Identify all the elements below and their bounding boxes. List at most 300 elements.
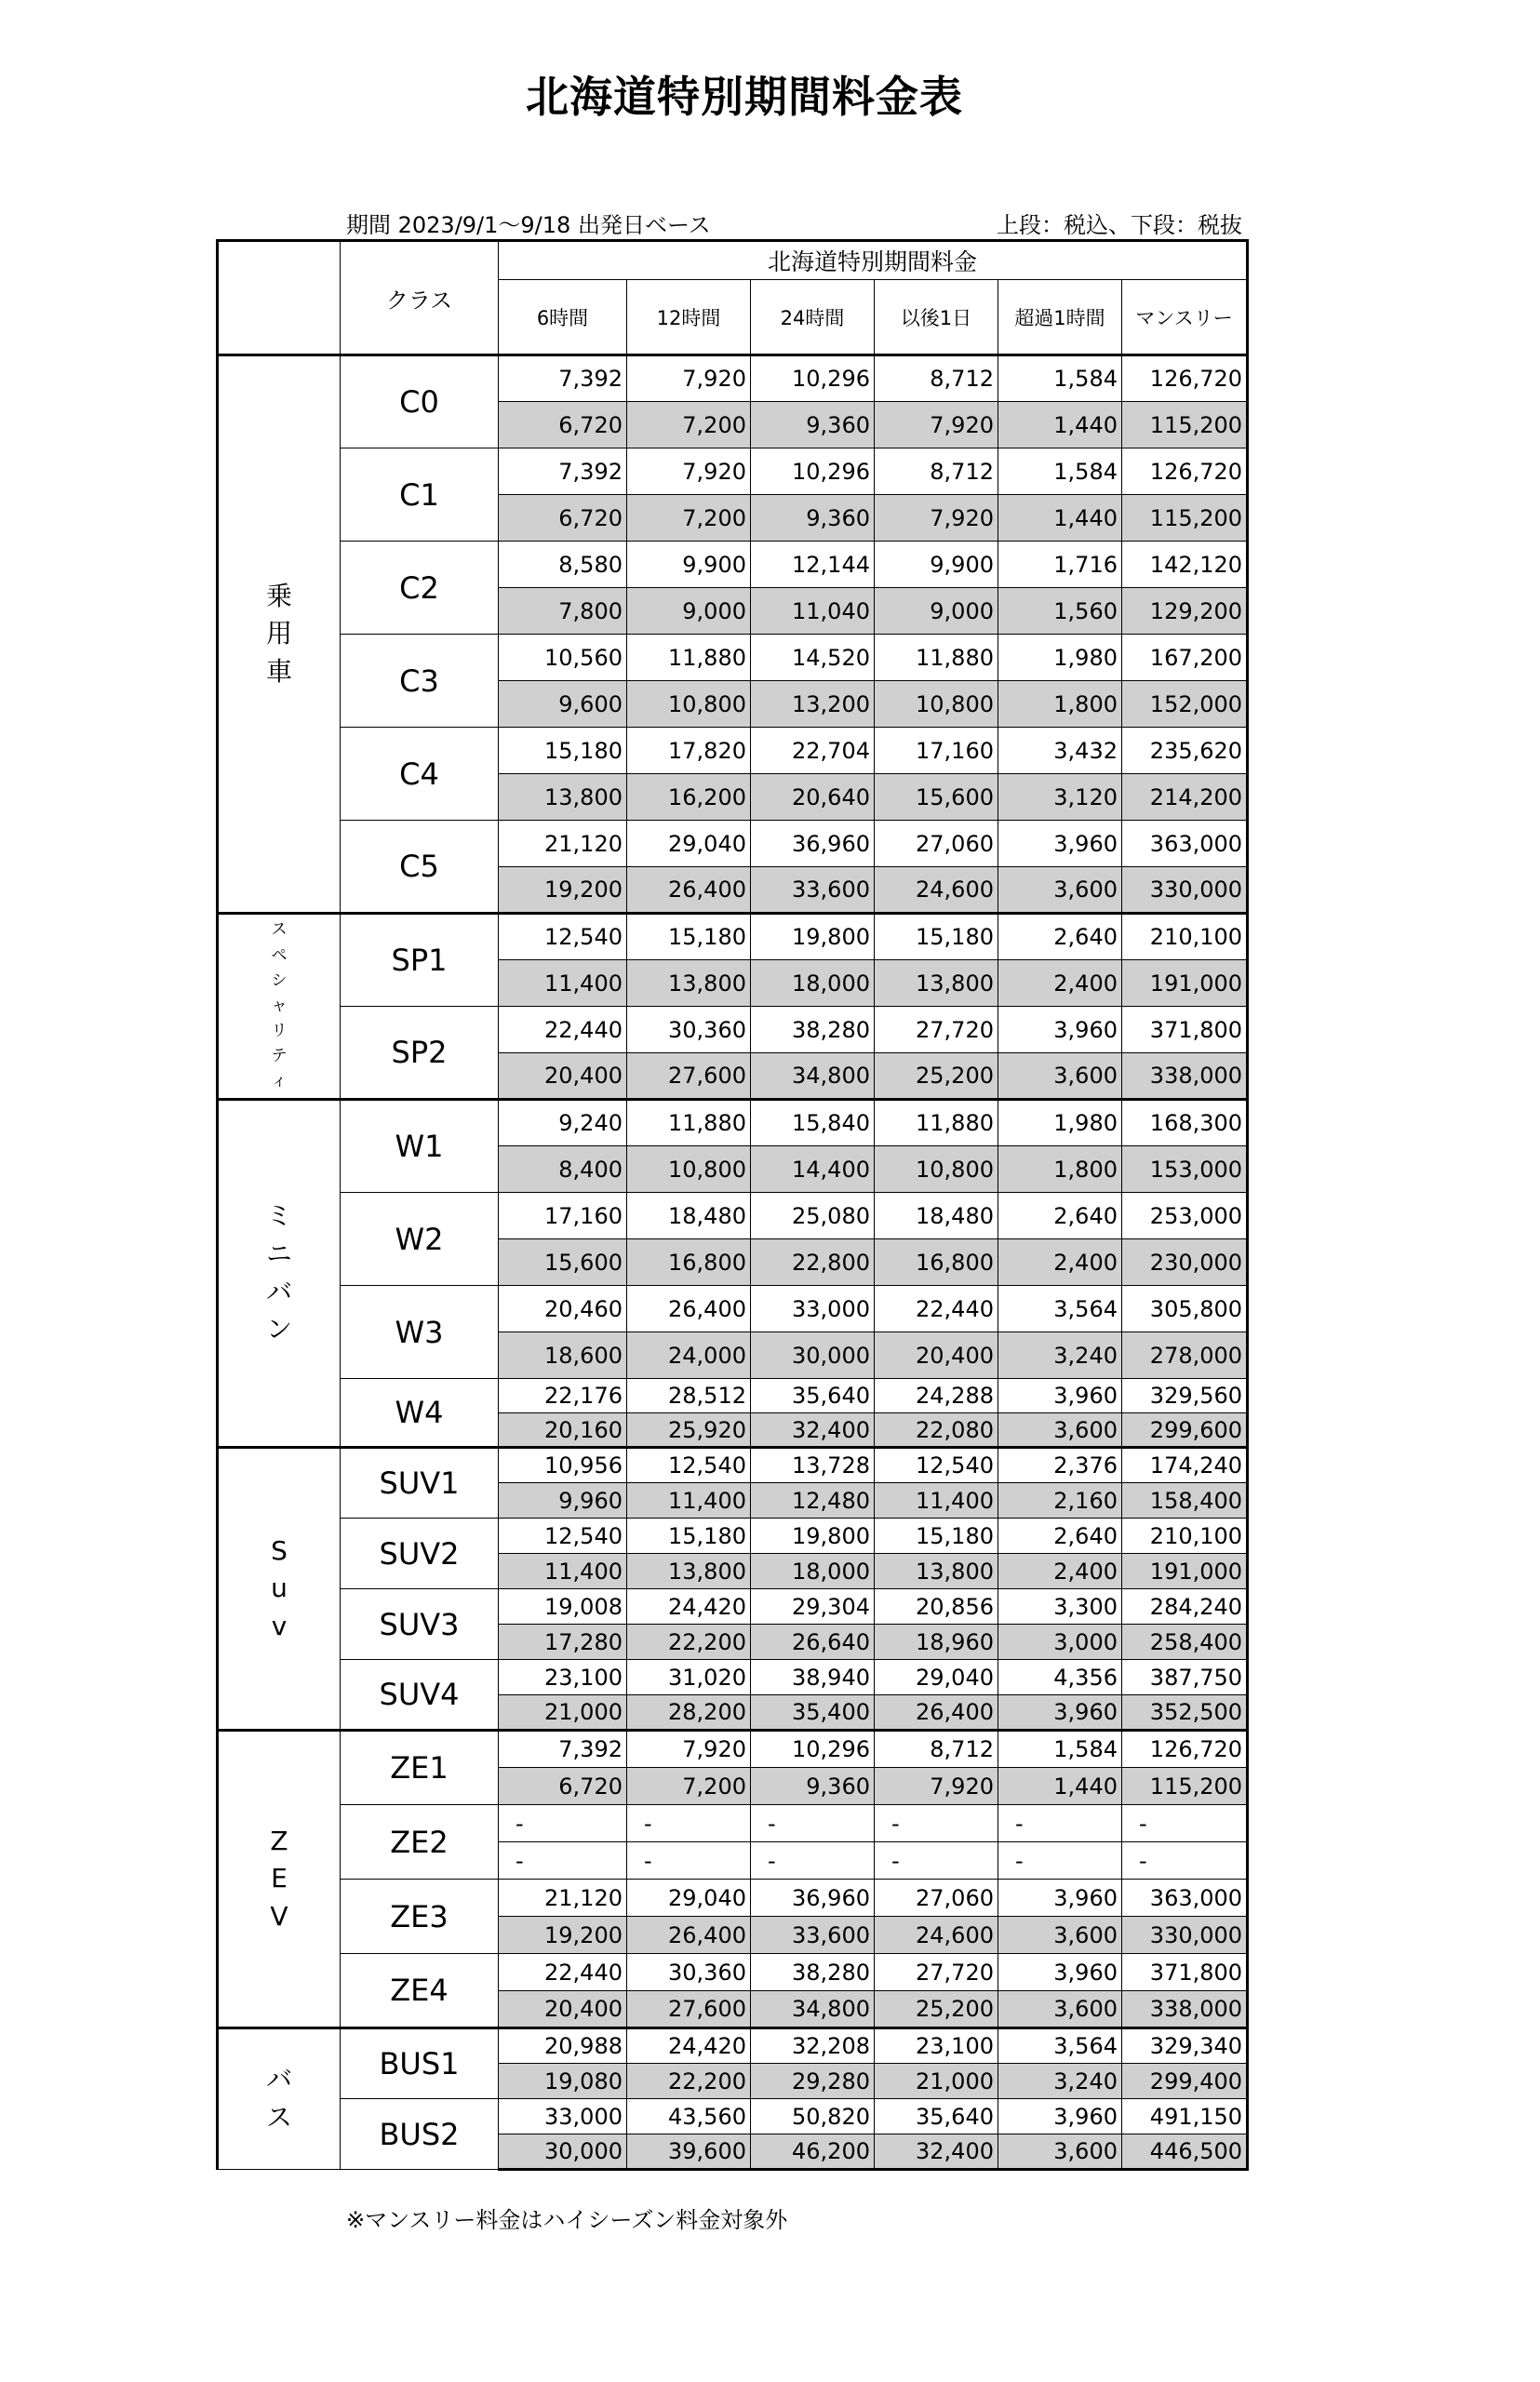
- price-cell: 9,360: [751, 402, 875, 448]
- price-cell: 19,800: [751, 1519, 875, 1554]
- price-cell: 3,600: [998, 1413, 1122, 1448]
- price-cell: 10,800: [627, 681, 751, 728]
- class-code: ZE4: [341, 1954, 499, 2028]
- price-cell: 33,600: [751, 867, 875, 914]
- price-cell: 16,800: [627, 1239, 751, 1286]
- price-cell: 15,180: [875, 914, 998, 960]
- corner-cell: [218, 241, 341, 355]
- price-cell: 7,200: [627, 495, 751, 542]
- price-cell: 371,800: [1122, 1007, 1248, 1053]
- price-cell: 174,240: [1122, 1448, 1248, 1483]
- price-cell: 15,600: [875, 774, 998, 821]
- price-cell: 14,400: [751, 1146, 875, 1193]
- price-cell: 30,000: [499, 2134, 627, 2170]
- price-cell: 11,880: [875, 1100, 998, 1146]
- price-cell: 12,480: [751, 1483, 875, 1519]
- price-cell: 15,180: [875, 1519, 998, 1554]
- price-cell: 26,400: [627, 867, 751, 914]
- price-cell: 235,620: [1122, 728, 1248, 774]
- price-cell: 13,728: [751, 1448, 875, 1483]
- price-cell: 126,720: [1122, 448, 1248, 495]
- price-cell: 2,400: [998, 960, 1122, 1007]
- category-label: Z E V: [218, 1731, 341, 2028]
- price-row-tax-included: [218, 1660, 1248, 1695]
- price-cell: 32,208: [751, 2028, 875, 2064]
- price-cell: 3,240: [998, 2064, 1122, 2099]
- rate-group-header: 北海道特別期間料金: [499, 241, 1248, 280]
- price-cell: 7,920: [627, 355, 751, 402]
- price-cell: 13,800: [627, 960, 751, 1007]
- price-cell: 7,920: [627, 1731, 751, 1768]
- price-cell: 20,400: [499, 1991, 627, 2028]
- price-cell: 18,000: [751, 1554, 875, 1589]
- price-cell: -: [998, 1842, 1122, 1880]
- class-header: クラス: [341, 241, 499, 355]
- price-cell: -: [875, 1805, 998, 1842]
- price-row-tax-included: [218, 1286, 1248, 1332]
- class-code: ZE3: [341, 1880, 499, 1954]
- price-cell: 23,100: [875, 2028, 998, 2064]
- price-cell: 19,800: [751, 914, 875, 960]
- price-cell: 10,296: [751, 355, 875, 402]
- price-cell: 12,540: [499, 914, 627, 960]
- price-cell: 20,160: [499, 1413, 627, 1448]
- price-cell: 19,080: [499, 2064, 627, 2099]
- price-cell: 15,180: [627, 914, 751, 960]
- class-code: C4: [341, 728, 499, 821]
- price-cell: 8,712: [875, 355, 998, 402]
- price-cell: 330,000: [1122, 1917, 1248, 1954]
- price-cell: 20,640: [751, 774, 875, 821]
- class-code: SP1: [341, 914, 499, 1007]
- price-cell: 446,500: [1122, 2134, 1248, 2170]
- price-row-tax-included: [218, 1880, 1248, 1917]
- price-cell: 8,580: [499, 542, 627, 588]
- price-cell: 38,940: [751, 1660, 875, 1695]
- footnote: ※マンスリー料金はハイシーズン料金対象外: [346, 2207, 788, 2233]
- column-header-24h: 24時間: [751, 280, 875, 355]
- price-cell: 19,200: [499, 867, 627, 914]
- price-cell: 7,200: [627, 1768, 751, 1805]
- price-cell: -: [627, 1842, 751, 1880]
- price-cell: 12,540: [499, 1519, 627, 1554]
- price-cell: 10,800: [875, 1146, 998, 1193]
- price-row-tax-included: [218, 1100, 1248, 1146]
- tax-note: 上段：税込、下段：税抜: [997, 212, 1242, 238]
- price-cell: 28,200: [627, 1695, 751, 1731]
- price-row-tax-included: [218, 635, 1248, 681]
- price-cell: 17,280: [499, 1625, 627, 1660]
- price-cell: 191,000: [1122, 960, 1248, 1007]
- price-cell: 10,560: [499, 635, 627, 681]
- price-cell: 27,720: [875, 1954, 998, 1991]
- price-cell: 24,600: [875, 1917, 998, 1954]
- class-code: ZE1: [341, 1731, 499, 1805]
- price-cell: 27,060: [875, 1880, 998, 1917]
- price-cell: 38,280: [751, 1954, 875, 1991]
- price-cell: 191,000: [1122, 1554, 1248, 1589]
- price-cell: 9,000: [875, 588, 998, 635]
- price-cell: 35,400: [751, 1695, 875, 1731]
- price-cell: 30,000: [751, 1332, 875, 1379]
- price-cell: 50,820: [751, 2099, 875, 2134]
- price-row-tax-included: [218, 1731, 1248, 1768]
- price-cell: 1,584: [998, 355, 1122, 402]
- price-cell: 31,020: [627, 1660, 751, 1695]
- price-cell: 10,296: [751, 448, 875, 495]
- price-cell: 115,200: [1122, 495, 1248, 542]
- price-cell: 2,640: [998, 1519, 1122, 1554]
- column-header-6h: 6時間: [499, 280, 627, 355]
- price-cell: 21,120: [499, 821, 627, 867]
- price-cell: 3,120: [998, 774, 1122, 821]
- price-row-tax-included: [218, 821, 1248, 867]
- price-cell: 34,800: [751, 1991, 875, 2028]
- price-cell: 12,540: [627, 1448, 751, 1483]
- price-cell: 10,800: [627, 1146, 751, 1193]
- rate-table: [216, 239, 1249, 2171]
- price-cell: 25,200: [875, 1053, 998, 1100]
- price-cell: 10,296: [751, 1731, 875, 1768]
- price-cell: 1,980: [998, 635, 1122, 681]
- price-cell: 491,150: [1122, 2099, 1248, 2134]
- price-cell: 39,600: [627, 2134, 751, 2170]
- price-cell: 214,200: [1122, 774, 1248, 821]
- price-row-tax-included: [218, 728, 1248, 774]
- price-cell: -: [1122, 1805, 1248, 1842]
- price-cell: 21,000: [499, 1695, 627, 1731]
- price-cell: 36,960: [751, 821, 875, 867]
- price-cell: 8,712: [875, 448, 998, 495]
- price-cell: -: [499, 1842, 627, 1880]
- price-cell: 6,720: [499, 1768, 627, 1805]
- price-cell: 33,600: [751, 1917, 875, 1954]
- price-cell: 371,800: [1122, 1954, 1248, 1991]
- price-cell: 126,720: [1122, 1731, 1248, 1768]
- price-cell: 27,060: [875, 821, 998, 867]
- price-cell: 8,712: [875, 1731, 998, 1768]
- price-row-tax-included: [218, 448, 1248, 495]
- price-cell: 29,280: [751, 2064, 875, 2099]
- price-cell: 10,800: [875, 681, 998, 728]
- price-cell: 305,800: [1122, 1286, 1248, 1332]
- price-cell: 7,392: [499, 1731, 627, 1768]
- class-code: SUV1: [341, 1448, 499, 1519]
- price-cell: 7,392: [499, 355, 627, 402]
- price-cell: 387,750: [1122, 1660, 1248, 1695]
- price-cell: 1,716: [998, 542, 1122, 588]
- class-code: C5: [341, 821, 499, 914]
- price-row-tax-included: [218, 355, 1248, 402]
- price-cell: 19,200: [499, 1917, 627, 1954]
- price-cell: 3,564: [998, 2028, 1122, 2064]
- price-cell: 3,600: [998, 1991, 1122, 2028]
- price-cell: 24,420: [627, 1589, 751, 1625]
- price-cell: 21,120: [499, 1880, 627, 1917]
- price-cell: 27,600: [627, 1053, 751, 1100]
- price-cell: 11,400: [875, 1483, 998, 1519]
- price-cell: 167,200: [1122, 635, 1248, 681]
- column-header-extra-hour: 超過1時間: [998, 280, 1122, 355]
- price-cell: 24,600: [875, 867, 998, 914]
- price-cell: 24,420: [627, 2028, 751, 2064]
- price-cell: 3,600: [998, 867, 1122, 914]
- price-cell: 329,560: [1122, 1379, 1248, 1413]
- category-label: ミ ニ バ ン: [218, 1100, 341, 1448]
- price-cell: 27,600: [627, 1991, 751, 2028]
- price-cell: 115,200: [1122, 402, 1248, 448]
- price-cell: 36,960: [751, 1880, 875, 1917]
- price-cell: 7,920: [875, 402, 998, 448]
- price-cell: 2,640: [998, 1193, 1122, 1239]
- price-cell: 14,520: [751, 635, 875, 681]
- price-cell: 1,560: [998, 588, 1122, 635]
- price-cell: 11,880: [627, 635, 751, 681]
- price-cell: 23,100: [499, 1660, 627, 1695]
- price-row-tax-included: [218, 2099, 1248, 2134]
- price-cell: 3,960: [998, 2099, 1122, 2134]
- price-cell: 7,920: [627, 448, 751, 495]
- price-cell: 363,000: [1122, 821, 1248, 867]
- price-row-tax-included: [218, 1193, 1248, 1239]
- price-cell: 20,856: [875, 1589, 998, 1625]
- price-cell: 22,080: [875, 1413, 998, 1448]
- price-cell: 153,000: [1122, 1146, 1248, 1193]
- price-cell: 3,960: [998, 1007, 1122, 1053]
- price-cell: 11,040: [751, 588, 875, 635]
- price-cell: 32,400: [751, 1413, 875, 1448]
- class-code: W2: [341, 1193, 499, 1286]
- price-cell: 20,400: [875, 1332, 998, 1379]
- price-cell: 330,000: [1122, 867, 1248, 914]
- class-code: ZE2: [341, 1805, 499, 1880]
- class-code: BUS2: [341, 2099, 499, 2170]
- price-cell: 11,400: [499, 960, 627, 1007]
- class-code: C2: [341, 542, 499, 635]
- price-cell: 43,560: [627, 2099, 751, 2134]
- price-cell: 21,000: [875, 2064, 998, 2099]
- price-cell: 1,980: [998, 1100, 1122, 1146]
- price-cell: 230,000: [1122, 1239, 1248, 1286]
- price-cell: 15,180: [627, 1519, 751, 1554]
- price-cell: 11,400: [499, 1554, 627, 1589]
- price-cell: 7,200: [627, 402, 751, 448]
- price-cell: 22,176: [499, 1379, 627, 1413]
- price-cell: 1,440: [998, 495, 1122, 542]
- price-cell: 13,800: [627, 1554, 751, 1589]
- price-cell: 3,960: [998, 1880, 1122, 1917]
- price-cell: 278,000: [1122, 1332, 1248, 1379]
- price-cell: 253,000: [1122, 1193, 1248, 1239]
- price-cell: 338,000: [1122, 1991, 1248, 2028]
- class-code: C3: [341, 635, 499, 728]
- price-cell: 22,200: [627, 2064, 751, 2099]
- price-cell: 6,720: [499, 495, 627, 542]
- price-cell: 33,000: [751, 1286, 875, 1332]
- column-header-monthly: マンスリー: [1122, 280, 1248, 355]
- price-cell: 10,956: [499, 1448, 627, 1483]
- class-code: W1: [341, 1100, 499, 1193]
- price-cell: 8,400: [499, 1146, 627, 1193]
- price-cell: 9,600: [499, 681, 627, 728]
- price-cell: 12,540: [875, 1448, 998, 1483]
- price-row-tax-included: [218, 1448, 1248, 1483]
- price-cell: 22,800: [751, 1239, 875, 1286]
- price-cell: 3,960: [998, 821, 1122, 867]
- price-row-tax-included: [218, 1379, 1248, 1413]
- category-label: バ ス: [218, 2028, 341, 2170]
- class-code: W3: [341, 1286, 499, 1379]
- class-code: BUS1: [341, 2028, 499, 2099]
- price-cell: 1,800: [998, 681, 1122, 728]
- price-cell: 27,720: [875, 1007, 998, 1053]
- price-row-tax-included: [218, 1589, 1248, 1625]
- price-cell: 3,000: [998, 1625, 1122, 1660]
- price-cell: 13,800: [499, 774, 627, 821]
- price-cell: 338,000: [1122, 1053, 1248, 1100]
- price-cell: 34,800: [751, 1053, 875, 1100]
- price-cell: 29,040: [627, 1880, 751, 1917]
- price-cell: 12,144: [751, 542, 875, 588]
- price-cell: 22,440: [875, 1286, 998, 1332]
- price-cell: 3,432: [998, 728, 1122, 774]
- price-cell: 115,200: [1122, 1768, 1248, 1805]
- price-cell: 258,400: [1122, 1625, 1248, 1660]
- price-cell: 20,460: [499, 1286, 627, 1332]
- price-cell: 210,100: [1122, 1519, 1248, 1554]
- price-row-tax-included: [218, 1519, 1248, 1554]
- price-cell: 1,584: [998, 1731, 1122, 1768]
- price-cell: 17,160: [875, 728, 998, 774]
- price-cell: 2,640: [998, 914, 1122, 960]
- price-cell: 22,440: [499, 1007, 627, 1053]
- price-cell: 11,880: [627, 1100, 751, 1146]
- price-cell: 25,080: [751, 1193, 875, 1239]
- class-code: SUV3: [341, 1589, 499, 1660]
- class-code: SP2: [341, 1007, 499, 1100]
- price-cell: 7,920: [875, 495, 998, 542]
- price-cell: 9,900: [875, 542, 998, 588]
- price-cell: 26,400: [627, 1917, 751, 1954]
- price-cell: 16,200: [627, 774, 751, 821]
- price-cell: 11,880: [875, 635, 998, 681]
- price-cell: 30,360: [627, 1007, 751, 1053]
- price-cell: 26,640: [751, 1625, 875, 1660]
- class-code: W4: [341, 1379, 499, 1448]
- price-cell: 3,960: [998, 1695, 1122, 1731]
- price-cell: 2,400: [998, 1554, 1122, 1589]
- price-cell: 46,200: [751, 2134, 875, 2170]
- price-cell: 22,440: [499, 1954, 627, 1991]
- column-header-12h: 12時間: [627, 280, 751, 355]
- price-cell: 9,960: [499, 1483, 627, 1519]
- price-cell: 32,400: [875, 2134, 998, 2170]
- price-row-tax-included: [218, 1805, 1248, 1842]
- price-cell: 15,180: [499, 728, 627, 774]
- price-cell: 16,800: [875, 1239, 998, 1286]
- price-cell: 35,640: [875, 2099, 998, 2134]
- price-cell: 20,400: [499, 1053, 627, 1100]
- price-cell: 13,800: [875, 960, 998, 1007]
- price-cell: 11,400: [627, 1483, 751, 1519]
- price-cell: 6,720: [499, 402, 627, 448]
- category-label: S u v: [218, 1448, 341, 1731]
- price-cell: 158,400: [1122, 1483, 1248, 1519]
- price-cell: 19,008: [499, 1589, 627, 1625]
- price-cell: 33,000: [499, 2099, 627, 2134]
- class-code: C0: [341, 355, 499, 448]
- price-cell: 3,240: [998, 1332, 1122, 1379]
- price-cell: 7,392: [499, 448, 627, 495]
- price-row-tax-included: [218, 914, 1248, 960]
- price-cell: 168,300: [1122, 1100, 1248, 1146]
- price-cell: 3,300: [998, 1589, 1122, 1625]
- price-cell: 4,356: [998, 1660, 1122, 1695]
- price-cell: 29,040: [627, 821, 751, 867]
- price-cell: 38,280: [751, 1007, 875, 1053]
- price-cell: 15,600: [499, 1239, 627, 1286]
- price-cell: 299,600: [1122, 1413, 1248, 1448]
- price-cell: 7,800: [499, 588, 627, 635]
- price-cell: 13,200: [751, 681, 875, 728]
- price-cell: 1,584: [998, 448, 1122, 495]
- price-cell: 22,704: [751, 728, 875, 774]
- price-cell: -: [627, 1805, 751, 1842]
- price-cell: 29,304: [751, 1589, 875, 1625]
- price-cell: 26,400: [875, 1695, 998, 1731]
- price-cell: 363,000: [1122, 1880, 1248, 1917]
- price-cell: 3,600: [998, 1917, 1122, 1954]
- category-label: 乗 用 車: [218, 355, 341, 914]
- price-cell: 352,500: [1122, 1695, 1248, 1731]
- price-cell: 9,360: [751, 1768, 875, 1805]
- price-cell: 30,360: [627, 1954, 751, 1991]
- price-cell: 210,100: [1122, 914, 1248, 960]
- price-cell: 126,720: [1122, 355, 1248, 402]
- price-row-tax-included: [218, 1007, 1248, 1053]
- price-cell: 18,960: [875, 1625, 998, 1660]
- price-cell: 18,600: [499, 1332, 627, 1379]
- price-cell: 18,480: [875, 1193, 998, 1239]
- price-cell: 9,360: [751, 495, 875, 542]
- price-cell: 3,600: [998, 2134, 1122, 2170]
- price-cell: 1,440: [998, 1768, 1122, 1805]
- price-cell: 329,340: [1122, 2028, 1248, 2064]
- price-cell: 17,160: [499, 1193, 627, 1239]
- price-cell: 25,920: [627, 1413, 751, 1448]
- price-row-tax-included: [218, 542, 1248, 588]
- price-cell: 20,988: [499, 2028, 627, 2064]
- price-cell: 22,200: [627, 1625, 751, 1660]
- price-cell: 25,200: [875, 1991, 998, 2028]
- price-cell: 3,960: [998, 1379, 1122, 1413]
- price-cell: 1,800: [998, 1146, 1122, 1193]
- price-cell: 142,120: [1122, 542, 1248, 588]
- price-cell: 29,040: [875, 1660, 998, 1695]
- price-cell: 18,000: [751, 960, 875, 1007]
- price-cell: 17,820: [627, 728, 751, 774]
- price-cell: 18,480: [627, 1193, 751, 1239]
- page-title: 北海道特別期間料金表: [526, 72, 963, 122]
- price-cell: 152,000: [1122, 681, 1248, 728]
- class-code: C1: [341, 448, 499, 542]
- price-cell: 24,288: [875, 1379, 998, 1413]
- price-cell: -: [751, 1842, 875, 1880]
- price-cell: 1,440: [998, 402, 1122, 448]
- price-cell: 13,800: [875, 1554, 998, 1589]
- price-cell: 26,400: [627, 1286, 751, 1332]
- period-text: 期間 2023/9/1～9/18 出発日ベース: [346, 212, 711, 238]
